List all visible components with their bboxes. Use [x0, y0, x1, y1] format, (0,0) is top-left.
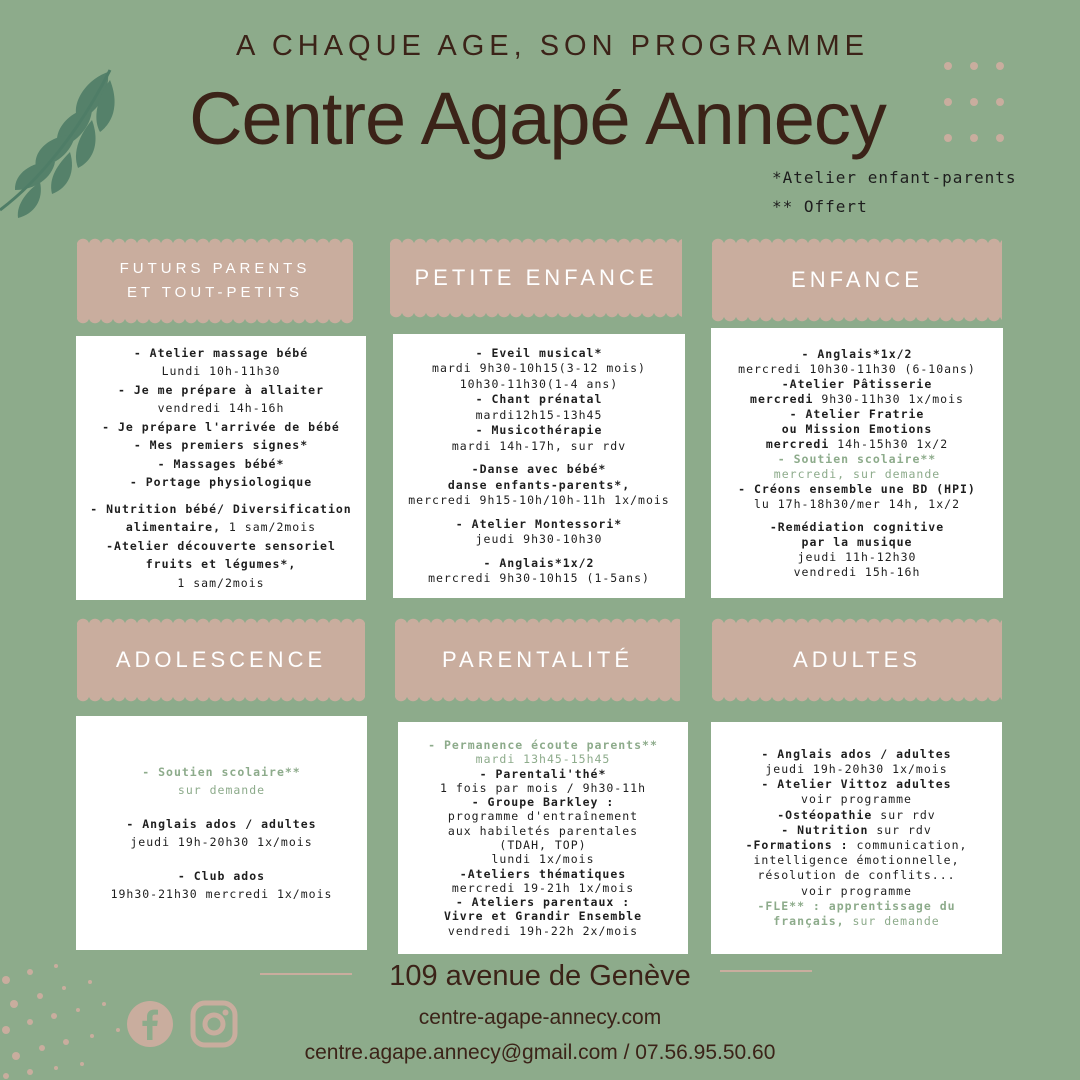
program-text: résolution de conflits... [757, 868, 956, 883]
program-text: - Atelier Vittoz adultes [761, 777, 952, 792]
program-line [106, 537, 336, 556]
program-text: lundi 1x/mois [491, 852, 595, 867]
program-text: intelligence émotionnelle, [753, 853, 960, 868]
program-line [428, 571, 650, 587]
program-line [472, 462, 607, 478]
program-line [432, 361, 646, 377]
program-line [134, 344, 308, 363]
program-line [408, 493, 669, 509]
program-line [448, 478, 630, 494]
program-text: - Club ados [177, 869, 266, 883]
program-line [781, 823, 932, 838]
program-text: - Atelier Montessori* [455, 516, 623, 531]
program-text: mercredi 10h30-11h30 (6-10ans) [738, 361, 976, 376]
program-text: - Je prépare l'arrivée de bébé [102, 419, 340, 434]
program-line [738, 362, 976, 377]
program-text: - Atelier Fratrie [789, 406, 925, 421]
program-text: - Massages bébé* [157, 456, 285, 471]
program-text: Vivre et Grandir Ensemble [443, 909, 643, 924]
program-text: mardi12h15-13h45 [475, 407, 603, 422]
program-line [456, 895, 630, 909]
program-text: -Ateliers thématiques [459, 866, 627, 881]
program-text: mercredi 9h15-10h/10h-11h 1x/mois [408, 493, 670, 507]
program-text: (TDAH, TOP) [499, 838, 587, 852]
program-line [798, 550, 917, 565]
program-line [102, 418, 340, 437]
program-text: mercredi 9h30-10h15 (1-5ans) [428, 571, 650, 585]
program-text: ou Mission Emotions [781, 421, 933, 436]
program-text: par la musique [801, 534, 913, 549]
program-line [476, 392, 603, 408]
program-line [801, 884, 912, 899]
website-link[interactable]: centre-agape-annecy.com [418, 1006, 662, 1029]
program-text: mardi 9h30-10h15(3-12 mois) [432, 361, 646, 375]
program-line [134, 436, 308, 455]
program-text: -Atelier Pâtisserie [781, 376, 933, 391]
program-text: - Mes premiers signes* [133, 438, 309, 453]
program-text: -Danse avec bébé* [471, 462, 607, 476]
program-line [126, 815, 316, 833]
program-line [162, 362, 281, 381]
program-line [118, 381, 324, 400]
legend-workshop: *Atelier enfant-parents [772, 168, 1017, 187]
box-parentalite [398, 722, 688, 954]
program-line [801, 792, 912, 807]
program-text: - Atelier massage bébé [133, 345, 309, 360]
program-text: -Ostéopathie [777, 807, 873, 822]
program-line [440, 781, 646, 795]
program-line [761, 747, 951, 762]
program-line [754, 497, 960, 512]
program-line [778, 452, 936, 467]
program-text: mercredi 19-21h 1x/mois [451, 880, 635, 895]
tab-adultes: ADULTES [712, 624, 1002, 696]
program-text: - Anglais ados / adultes [761, 746, 952, 761]
program-text: 9h30-11h30 1x/mois [813, 391, 964, 406]
program-text: - Portage physiologique [129, 475, 313, 490]
program-text: vendredi 15h-16h [793, 564, 921, 579]
program-line [802, 347, 913, 362]
program-text: - Anglais*1x/2 [483, 555, 595, 570]
program-text: voir programme [801, 792, 912, 807]
program-line [142, 763, 300, 781]
program-line [448, 824, 638, 838]
program-text: mercredi [750, 391, 814, 406]
program-line [444, 909, 642, 923]
program-text: vendredi 19h-22h 2x/mois [447, 923, 639, 938]
program-text: mercredi, sur demande [773, 466, 941, 481]
program-line [802, 535, 913, 550]
program-text: mercredi [765, 436, 830, 451]
program-line [178, 781, 265, 799]
tab-enfance: ENFANCE [712, 244, 1002, 316]
program-text: - Anglais*1x/2 [801, 346, 913, 361]
program-line [130, 473, 312, 492]
program-text: - Je me prépare à allaiter [117, 382, 324, 397]
box-adultes [711, 722, 1002, 954]
program-text: jeudi 19h-20h30 1x/mois [130, 835, 313, 849]
program-line [794, 565, 921, 580]
box-futurs-parents [76, 336, 366, 600]
program-text: Lundi 10h-11h30 [161, 364, 281, 379]
program-line [158, 399, 285, 418]
program-text: - Permanence écoute parents** [428, 737, 658, 752]
program-text: aux habiletés parentales [447, 823, 639, 838]
program-line [766, 437, 948, 452]
program-text: français, [773, 914, 845, 929]
program-line [738, 482, 976, 497]
program-line [782, 422, 933, 437]
box-petite-enfance [393, 334, 685, 598]
program-text: - Ateliers parentaux : [455, 895, 631, 910]
program-line [448, 924, 638, 938]
program-line [484, 556, 595, 572]
program-text: alimentaire, [125, 520, 221, 535]
program-text: mardi 14h-17h, sur rdv [451, 438, 627, 453]
program-line [499, 838, 586, 852]
program-line [746, 838, 968, 853]
box-enfance [711, 328, 1003, 598]
program-text: -Remédiation cognitive [769, 519, 945, 534]
program-text: 14h-15h30 1x/2 [829, 436, 949, 451]
program-text: danse enfants-parents*, [447, 477, 631, 492]
program-line [773, 914, 939, 929]
program-line [158, 455, 285, 474]
program-text: - Chant prénatal [475, 392, 603, 406]
program-text: jeudi 11h-12h30 [797, 549, 917, 564]
program-line [770, 520, 944, 535]
program-text: - Parentali'thé* [479, 766, 607, 781]
contact-info[interactable]: centre.agape.annecy@gmail.com / 07.56.95.50.60 [304, 1041, 776, 1064]
program-text: 1 sam/2mois [177, 575, 265, 590]
program-line [452, 881, 634, 895]
program-text: -Formations : [745, 838, 849, 852]
program-text: - Nutrition bébé/ Diversification [90, 501, 352, 516]
program-text: programme d'entraînement [447, 809, 639, 824]
tab-petite-enfance: PETITE ENFANCE [390, 244, 682, 312]
program-text: - Soutien scolaire** [777, 451, 937, 466]
program-line [456, 517, 622, 533]
program-line [476, 408, 603, 424]
program-text: - Anglais ados / adultes [126, 817, 317, 831]
program-text: voir programme [801, 883, 912, 898]
program-line [452, 439, 626, 455]
program-line [448, 809, 638, 823]
box-adolescence [76, 716, 367, 950]
program-line [111, 885, 333, 903]
program-text: - Eveil musical* [475, 345, 603, 360]
program-line [480, 767, 607, 781]
program-text: 1 sam/2mois [221, 520, 317, 535]
program-line [782, 377, 933, 392]
program-text: - Soutien scolaire** [142, 765, 301, 779]
instagram-icon[interactable] [190, 1000, 238, 1048]
program-text: 19h30-21h30 mercredi 1x/mois [110, 887, 333, 901]
program-line [177, 574, 264, 593]
program-line [750, 392, 964, 407]
address: 109 avenue de Genève [389, 960, 691, 992]
program-text: jeudi 19h-20h30 1x/mois [765, 761, 948, 776]
program-line [757, 868, 955, 883]
program-line [472, 795, 615, 809]
program-text: communication, [848, 838, 968, 852]
program-text: - Nutrition [781, 822, 869, 837]
program-text: sur rdv [868, 822, 932, 837]
program-line [130, 833, 312, 851]
tab-parentalite: PARENTALITÉ [395, 624, 680, 696]
program-line [126, 518, 316, 537]
program-line [476, 752, 611, 766]
program-line [761, 777, 951, 792]
program-text: sur demande [177, 783, 266, 797]
program-line [491, 852, 594, 866]
program-text: sur rdv [872, 807, 936, 822]
program-line [428, 738, 658, 752]
program-text: - Musicothérapie [475, 423, 603, 437]
program-text: jeudi 9h30-10h30 [475, 532, 603, 546]
program-text: fruits et légumes*, [145, 557, 297, 572]
program-text: mardi 13h45-15h45 [475, 752, 611, 767]
program-text: -FLE** : apprentissage du [757, 898, 956, 913]
page-title: Centre Agapé Annecy [189, 77, 886, 160]
program-line [476, 423, 603, 439]
program-text: 10h30-11h30(1-4 ans) [459, 376, 619, 391]
program-line [765, 762, 947, 777]
program-line [774, 467, 940, 482]
program-line [146, 555, 297, 574]
program-text: vendredi 14h-16h [157, 401, 285, 416]
program-text: 1 fois par mois / 9h30-11h [439, 780, 646, 795]
program-text: -Atelier découverte sensoriel [106, 538, 336, 553]
tab-futurs-parents: FUTURS PARENTS ET TOUT-PETITS [77, 244, 353, 318]
program-text: - Créons ensemble une BD (HPI) [738, 481, 976, 496]
tab-adolescence: ADOLESCENCE [77, 624, 365, 696]
program-line [178, 867, 265, 885]
program-line [790, 407, 925, 422]
program-line [476, 532, 603, 548]
program-line [777, 808, 935, 823]
program-text: - Groupe Barkley : [471, 795, 615, 810]
program-line [90, 500, 351, 519]
program-line [460, 377, 618, 393]
program-text: lu 17h-18h30/mer 14h, 1x/2 [753, 496, 960, 511]
legend-free: ** Offert [772, 197, 868, 216]
program-line [757, 899, 955, 914]
facebook-icon[interactable] [126, 1000, 174, 1048]
program-line [460, 867, 626, 881]
tagline: A CHAQUE AGE, SON PROGRAMME [236, 30, 869, 62]
program-line [753, 853, 959, 868]
program-line [476, 346, 603, 362]
program-text: sur demande [844, 914, 940, 929]
